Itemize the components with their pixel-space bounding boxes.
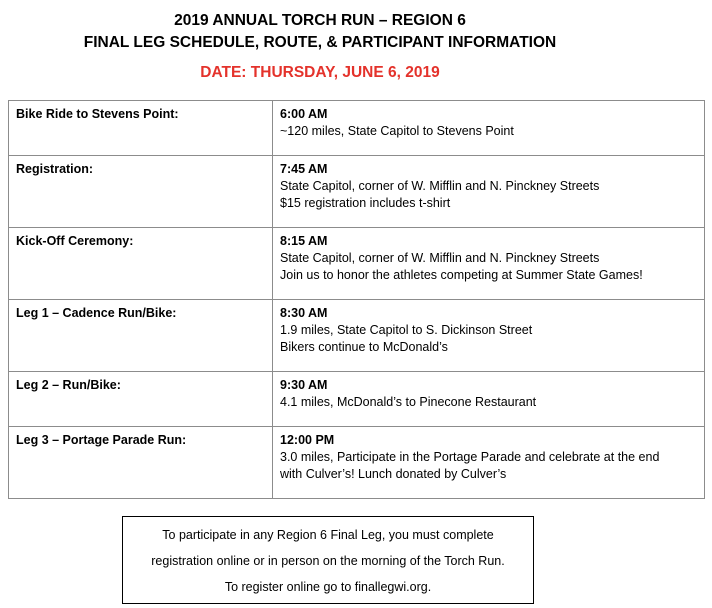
event-detail-line: 4.1 miles, McDonald’s to Pinecone Restaurant [280, 395, 537, 409]
event-time: 8:30 AM [280, 306, 328, 320]
event-detail-line: $15 registration includes t-shirt [280, 196, 451, 210]
event-detail-line: with Culver’s! Lunch donated by Culver’s [280, 467, 507, 481]
event-detail-line: State Capitol, corner of W. Mifflin and N. Pinckney Streets [280, 179, 600, 193]
event-details [273, 228, 705, 300]
document-subtitle: FINAL LEG SCHEDULE, ROUTE, & PARTICIPANT INFORMATION [83, 34, 557, 51]
event-details [273, 156, 705, 228]
event-details [273, 427, 705, 499]
event-time: 12:00 PM [280, 433, 335, 447]
table-row [9, 156, 705, 228]
event-name: Leg 2 – Run/Bike: [9, 372, 273, 427]
schedule-table [8, 100, 705, 499]
event-details [273, 300, 705, 372]
event-name: Leg 1 – Cadence Run/Bike: [9, 300, 273, 372]
event-detail-line: Join us to honor the athletes competing at Summer State Games! [280, 268, 643, 282]
event-detail-line: 1.9 miles, State Capitol to S. Dickinson Street [280, 323, 533, 337]
event-details [273, 372, 705, 427]
event-date: DATE: THURSDAY, JUNE 6, 2019 [200, 64, 440, 81]
table-row [9, 300, 705, 372]
document-title: 2019 ANNUAL TORCH RUN – REGION 6 [174, 12, 466, 29]
event-details [273, 101, 705, 156]
event-name: Kick-Off Ceremony: [9, 228, 273, 300]
registration-notice [122, 516, 534, 604]
notice-line: To participate in any Region 6 Final Leg, you must complete [162, 528, 494, 542]
notice-line: To register online go to finallegwi.org. [224, 580, 432, 594]
event-detail-line: 3.0 miles, Participate in the Portage Parade and celebrate at the end [280, 450, 660, 464]
table-row [9, 228, 705, 300]
event-name: Bike Ride to Stevens Point: [9, 101, 273, 156]
table-row [9, 101, 705, 156]
event-name: Leg 3 – Portage Parade Run: [9, 427, 273, 499]
event-time: 9:30 AM [280, 378, 328, 392]
notice-line: registration online or in person on the morning of the Torch Run. [151, 554, 505, 568]
event-time: 7:45 AM [280, 162, 328, 176]
table-row [9, 372, 705, 427]
event-detail-line: ~120 miles, State Capitol to Stevens Point [280, 124, 514, 138]
event-name: Registration: [9, 156, 273, 228]
table-row [9, 427, 705, 499]
event-time: 8:15 AM [280, 234, 328, 248]
event-detail-line: Bikers continue to McDonald’s [280, 340, 448, 354]
event-time: 6:00 AM [280, 107, 328, 121]
event-detail-line: State Capitol, corner of W. Mifflin and N. Pinckney Streets [280, 251, 600, 265]
